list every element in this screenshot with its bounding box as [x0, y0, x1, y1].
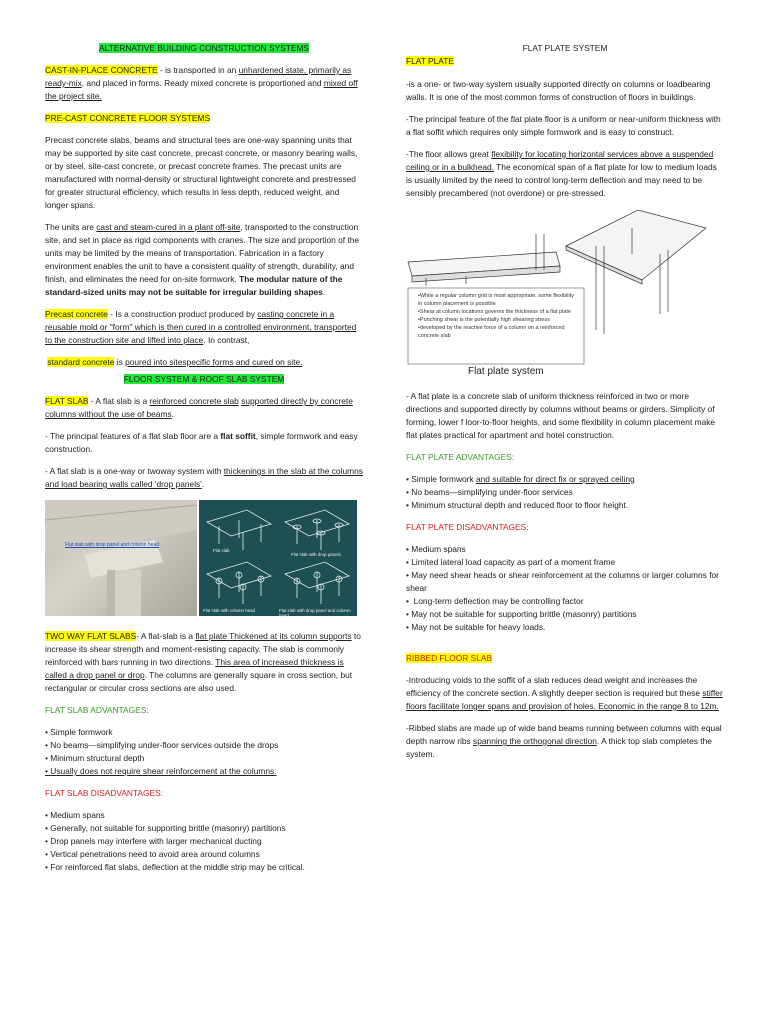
list-item: • May not be suitable for heavy loads. — [406, 621, 724, 634]
list-item: • For reinforced flat slabs, deflection at the middle strip may be critical. — [45, 861, 363, 874]
flat-plate-paragraph-1: -is a one- or two-way system usually supported directly on columns or loadbearing walls. It is one of the most common forms of construction of floors in buildings. — [406, 79, 711, 102]
list-item: • No beams—simplifying under-floor services — [406, 486, 724, 499]
list-item: • Limited lateral load capacity as part of a moment frame — [406, 556, 724, 569]
flat-slab-features: - The principal features of a flat slab floor are a flat soffit, simple formwork and easy construction. — [45, 431, 358, 454]
precast-heading: PRE-CAST CONCRETE FLOOR SYSTEMS — [45, 113, 211, 123]
list-item: • Vertical penetrations need to avoid area around columns — [45, 848, 363, 861]
flat-plate-paragraph-3: -The floor allows great flexibility for locating horizontal services above a suspended ceiling or in a bulkhead. The economical span of a flat plate for low to medium loads is usually limited by the need to control long-term deflection and may need to be sensibly precambered (not overdone) or pre-stressed. — [406, 149, 717, 198]
cast-in-place-paragraph: CAST-IN-PLACE CONCRETE - is transported in an unhardened state, primarily as ready-mix, and placed in forms. Ready mixed concrete is proportioned and mixed off the project site. — [45, 65, 358, 101]
list-item: • May need shear heads or shear reinforcement at the columns or larger columns for shear — [406, 569, 724, 595]
figure-note: •While a regular column grid is most appropriate, some flexibility in column placement is possible — [418, 293, 574, 307]
list-item: • Minimum structural depth and reduced floor to floor height. — [406, 499, 724, 512]
photo-caption: Flat slab with drop panel and column head — [65, 542, 159, 548]
list-item: • Long-term deflection may be controlling factor — [406, 595, 724, 608]
flat-slab-photo — [45, 500, 197, 616]
list-item: • Drop panels may interfere with larger mechanical ducting — [45, 835, 363, 848]
ribbed-paragraph-1: -Introducing voids to the soffit of a slab reduces dead weight and increases the efficiency of the concrete section. A slightly deeper section is required but these stiffer floors facilitate longer spans and provision of holes. Economic in the range 8 to 12m. — [406, 675, 723, 711]
standard-concrete-paragraph: standard concrete is poured into sitespecific forms and cured on site. — [47, 357, 303, 367]
ribbed-floor-slab-heading: RIBBED FLOOR SLAB — [406, 653, 493, 663]
floor-system-heading: FLOOR SYSTEM & ROOF SLAB SYSTEM — [123, 374, 285, 384]
slab-types-diagram — [199, 500, 357, 616]
list-item: • Generally, not suitable for supporting brittle (masonry) partitions — [45, 822, 363, 835]
flat-slab-drop-panels: - A flat slab is a one-way or twoway system with thickenings in the slab at the columns and load bearing walls called 'drop panels'. — [45, 466, 363, 489]
flat-slab-disadvantages-heading: FLAT SLAB DISADVANTAGES: — [45, 788, 164, 798]
flat-plate-paragraph-4: - A flat plate is a concrete slab of uniform thickness reinforced in two or more directions and supported directly by columns without beams or girders. Simplicity of forming, lower f loor-to-floor heights, and some flexibility in column placement make flat plates practical for apartment and hotel construction. — [406, 391, 716, 440]
diagram-label-drop-and-head: Flat slab with drop panel and column head — [279, 608, 351, 618]
flat-plate-system-title: FLAT PLATE SYSTEM — [522, 43, 608, 53]
list-item: • Simple formwork and suitable for direct fix or sprayed ceiling — [406, 473, 724, 486]
main-title: ALTERNATIVE BUILDING CONSTRUCTION SYSTEMS — [98, 43, 310, 53]
right-column — [406, 42, 724, 770]
precast-paragraph-3: Precast concrete - Is a construction product produced by casting concrete in a reusable mold or "form" which is then cured in a controlled environment, transported to the construction site and lifted into place. In contrast, — [45, 309, 357, 345]
flat-plate-advantages-list — [406, 473, 724, 512]
list-item: • May not be suitable for supporting brittle (masonry) partitions — [406, 608, 724, 621]
flat-plate-advantages-heading: FLAT PLATE ADVANTAGES: — [406, 452, 515, 462]
precast-paragraph-1: Precast concrete slabs, beams and structural tees are one-way spanning units that may be supported by site cast concrete, precast concrete, or masonry bearing walls, or by steel, site-cast concrete, or precast concrete frames. The precast units are manufactured with normal-density or structural lightweight concrete and prestressed for greater structural efficiency, which results in less depth, reduced weight, and longer spans. — [45, 135, 358, 210]
diagram-label-column-head: Flat slab with column head — [203, 608, 255, 613]
flat-slab-figure — [45, 500, 357, 616]
flat-plate-figure — [406, 210, 724, 380]
figure-caption: Flat plate system — [468, 366, 544, 377]
diagram-label-flat-slab: Flat slab — [213, 548, 230, 553]
flat-plate-disadvantages-heading: FLAT PLATE DISADVANTAGES: — [406, 522, 529, 532]
figure-note: •Punching shear is the potentially high shearing stress — [418, 317, 550, 323]
left-column — [45, 42, 363, 883]
flat-slab-disadvantages-list — [45, 809, 363, 874]
list-item: • Medium spans — [406, 543, 724, 556]
figure-note: •Shear at column locations governs the thickness of a flat plate — [418, 309, 571, 315]
flat-plate-label: FLAT PLATE — [406, 56, 454, 66]
list-item: • Minimum structural depth — [45, 752, 363, 765]
figure-note: •developed by the reactive force of a column on a reinforced concrete slab — [418, 325, 565, 339]
two-way-flat-slabs-paragraph: TWO WAY FLAT SLABS- A flat-slab is a flat plate Thickened at its column supports to increase its shear strength and moment-resisting capacity. The slab is commonly reinforced with bars running in two directions. This area of increased thickness is called a drop panel or drop. The columns are generally square in cross section, but rectangular or circular cross sections are also used. — [45, 631, 361, 693]
flat-plate-paragraph-2: -The principal feature of the flat plate floor is a uniform or near-uniform thickness with a flat soffit which requires only simple formwork and is easy to construct. — [406, 114, 721, 137]
figure-notes — [418, 292, 578, 340]
diagram-label-drop-panels: Flat slab with drop panels — [291, 552, 341, 557]
flat-slab-advantages-heading: FLAT SLAB ADVANTAGES: — [45, 705, 149, 715]
precast-paragraph-2: The units are cast and steam-cured in a plant off-site, transported to the construction site, and set in place as rigid components with cranes. The size and proportion of the units may be limited by the means of transportation. Fabrication in a factory environment enables the unit to have a consistent quality of strength, durability, and finish, and eliminates the need for on-site formwork. The modular nature of the standard-sized units may not be suitable for irregular building shapes. — [45, 222, 360, 297]
flat-plate-disadvantages-list — [406, 543, 724, 634]
flat-slab-paragraph: FLAT SLAB - A flat slab is a reinforced concrete slab supported directly by concrete columns without the use of beams. — [45, 396, 353, 419]
list-item: • Usually does not require shear reinforcement at the columns. — [45, 765, 363, 778]
list-item: • Medium spans — [45, 809, 363, 822]
flat-slab-advantages-list — [45, 726, 363, 778]
ribbed-paragraph-2: -Ribbed slabs are made up of wide band beams running between columns with equal depth narrow ribs spanning the orthogonal direction. A thick top slab completes the system. — [406, 723, 722, 759]
list-item: • Simple formwork — [45, 726, 363, 739]
list-item: • No beams—simplifying under-floor services outside the drops — [45, 739, 363, 752]
